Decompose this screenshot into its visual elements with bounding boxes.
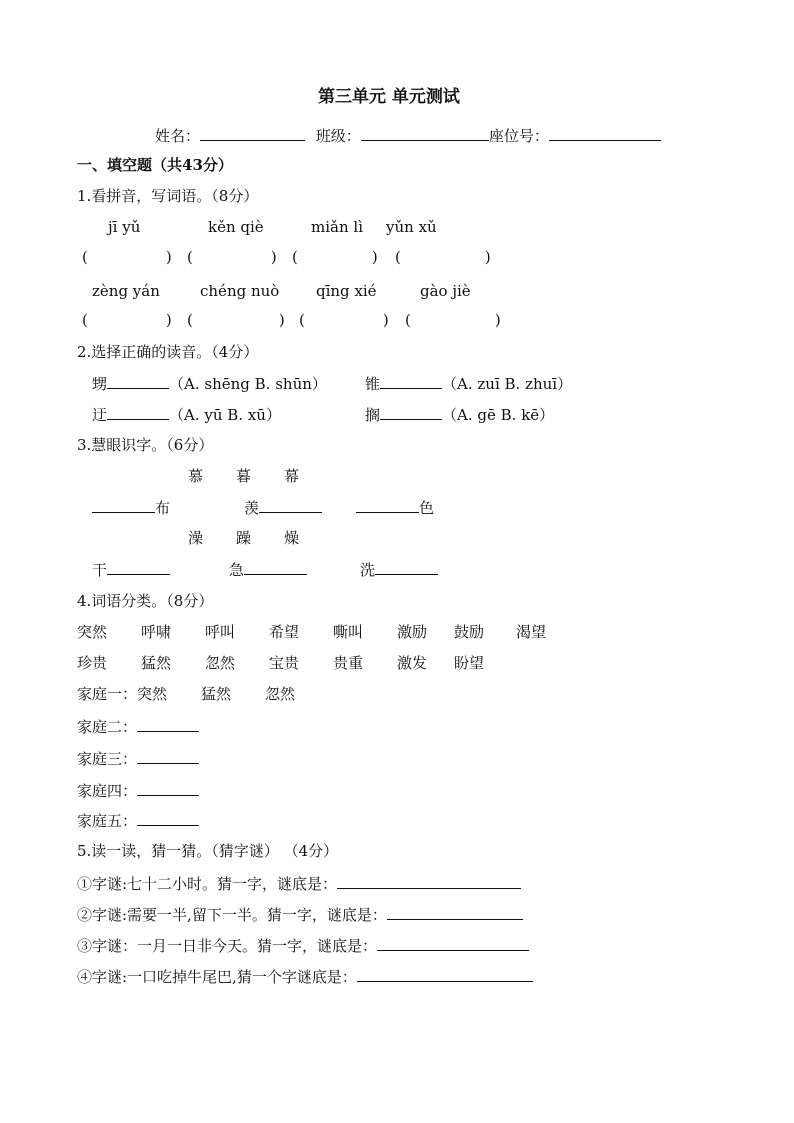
fill-blank[interactable] [92, 497, 155, 513]
word-item: 激励 [397, 623, 428, 641]
char-option: 躁 [236, 529, 252, 547]
pinyin-item: qīng xié [316, 282, 377, 300]
pinyin-item: chéng nuò [200, 282, 280, 300]
riddle-answer[interactable] [357, 966, 533, 982]
reading-blank[interactable] [380, 404, 442, 420]
pinyin-item: jī yǔ [108, 218, 141, 236]
word-item: 希望 [269, 623, 300, 641]
family-blank[interactable] [137, 748, 199, 764]
family-label: 家庭四： [77, 782, 138, 800]
class-blank[interactable] [361, 125, 489, 141]
reading-char: 锥 [365, 375, 381, 393]
riddle-text: ④字谜:一口吃掉牛尾巴,猜一个字谜底是： [77, 968, 357, 986]
reading-item [365, 373, 572, 394]
word-item: 鼓励 [454, 623, 485, 641]
reading-char: 迂 [92, 406, 108, 424]
riddle-text: ③字谜：一月一日非今天。猜一字，谜底是： [77, 937, 378, 955]
question-5-label: 5.读一读，猜一猜。（猜字谜） （4分） [77, 842, 339, 860]
family-blank[interactable] [137, 810, 199, 826]
answer-paren[interactable]: ( ) [82, 248, 172, 266]
pinyin-item: zèng yán [92, 282, 160, 300]
fill-char: 急 [229, 561, 245, 579]
question-2-label: 2.选择正确的读音。（4分） [77, 343, 259, 361]
char-option: 幕 [284, 467, 300, 485]
fill-char: 布 [155, 499, 171, 517]
word-item: 嘶叫 [333, 623, 364, 641]
student-info-line [155, 125, 661, 146]
pinyin-item: yǔn xǔ [386, 218, 437, 236]
reading-item [92, 373, 327, 394]
fill-blank-row-1 [92, 497, 170, 518]
class-label: 班级： [315, 127, 361, 145]
riddle-answer[interactable] [377, 935, 529, 951]
pinyin-row-2 [92, 281, 471, 301]
question-4-label: 4.词语分类。（8分） [77, 592, 214, 610]
riddle-item [77, 873, 521, 894]
word-item: 宝贵 [269, 654, 300, 672]
char-option: 澡 [188, 529, 204, 547]
reading-blank[interactable] [107, 404, 169, 420]
pinyin-item: gào jiè [420, 282, 471, 300]
section-heading: 一、填空题（共43分） [77, 156, 233, 174]
fill-blank-row-1 [356, 497, 434, 518]
page-title: 第三单元 单元测试 [318, 87, 460, 107]
fill-blank[interactable] [107, 559, 170, 575]
word-row-1 [77, 622, 546, 642]
question-1-label: 1.看拼音，写词语。（8分） [77, 187, 259, 205]
reading-blank[interactable] [107, 373, 169, 389]
family-label: 家庭一： [77, 685, 138, 703]
answer-paren[interactable]: ( ) [82, 311, 172, 329]
fill-char: 色 [419, 499, 435, 517]
fill-blank[interactable] [244, 559, 307, 575]
family-5 [77, 810, 199, 831]
reading-options: （A. yū B. xū） [169, 406, 281, 424]
answer-paren[interactable]: ( ) [395, 248, 491, 266]
fill-blank-row-2 [92, 559, 170, 580]
fill-blank-row-2 [360, 559, 438, 580]
answer-parens-row-1 [82, 247, 491, 267]
name-label: 姓名： [155, 127, 201, 145]
family-2 [77, 716, 199, 737]
word-item: 盼望 [454, 654, 485, 672]
family-label: 家庭二： [77, 718, 138, 736]
family-word: 忽然 [265, 685, 296, 703]
word-item: 呼啸 [141, 623, 172, 641]
word-item: 渴望 [516, 623, 547, 641]
riddle-answer[interactable] [387, 904, 523, 920]
answer-paren[interactable]: ( ) [187, 311, 285, 329]
family-label: 家庭五： [77, 812, 138, 830]
family-word: 突然 [137, 685, 168, 703]
word-item: 忽然 [205, 654, 236, 672]
word-item: 激发 [397, 654, 428, 672]
riddle-text: ①字谜:七十二小时。猜一字，谜底是： [77, 875, 338, 893]
pinyin-item: kěn qiè [208, 218, 264, 236]
word-item: 猛然 [141, 654, 172, 672]
family-label: 家庭三： [77, 750, 138, 768]
riddle-item [77, 966, 533, 987]
char-option: 暮 [236, 467, 252, 485]
char-group-2 [188, 528, 299, 548]
reading-item [365, 404, 554, 425]
riddle-item [77, 904, 523, 925]
word-item: 突然 [77, 623, 108, 641]
fill-char: 洗 [360, 561, 376, 579]
riddle-text: ②字谜:需要一半,留下一半。猜一字，谜底是： [77, 906, 387, 924]
family-word: 猛然 [201, 685, 232, 703]
answer-paren[interactable]: ( ) [405, 311, 501, 329]
reading-options: （A. gē B. kē） [442, 406, 555, 424]
reading-options: （A. zuī B. zhuī） [442, 375, 573, 393]
char-option: 慕 [188, 467, 204, 485]
question-3-label: 3.慧眼识字。（6分） [77, 436, 214, 454]
seat-blank[interactable] [549, 125, 661, 141]
reading-blank[interactable] [380, 373, 442, 389]
reading-char: 甥 [92, 375, 108, 393]
word-item: 珍贵 [77, 654, 108, 672]
family-3 [77, 748, 199, 769]
family-1 [77, 684, 295, 704]
reading-item [92, 404, 281, 425]
riddle-answer[interactable] [337, 873, 521, 889]
answer-paren[interactable]: ( ) [187, 248, 277, 266]
family-blank[interactable] [137, 780, 199, 796]
fill-blank-row-1 [244, 497, 322, 518]
pinyin-row-1 [108, 217, 437, 237]
answer-paren[interactable]: ( ) [292, 248, 378, 266]
pinyin-item: miǎn lì [311, 218, 363, 236]
reading-char: 搁 [365, 406, 381, 424]
riddle-item [77, 935, 529, 956]
fill-blank[interactable] [375, 559, 438, 575]
family-blank[interactable] [137, 716, 199, 732]
word-item: 贵重 [333, 654, 364, 672]
fill-blank[interactable] [356, 497, 419, 513]
answer-paren[interactable]: ( ) [299, 311, 389, 329]
answer-parens-row-2 [82, 310, 501, 330]
word-row-2 [77, 653, 484, 673]
name-blank[interactable] [200, 125, 305, 141]
family-4 [77, 780, 199, 801]
char-option: 燥 [284, 529, 300, 547]
char-group-1 [188, 466, 299, 486]
fill-char: 羡 [244, 499, 260, 517]
reading-options: （A. shēng B. shūn） [169, 375, 327, 393]
fill-blank[interactable] [259, 497, 322, 513]
fill-blank-row-2 [229, 559, 307, 580]
word-item: 呼叫 [205, 623, 236, 641]
seat-label: 座位号： [488, 127, 549, 145]
fill-char: 干 [92, 561, 108, 579]
